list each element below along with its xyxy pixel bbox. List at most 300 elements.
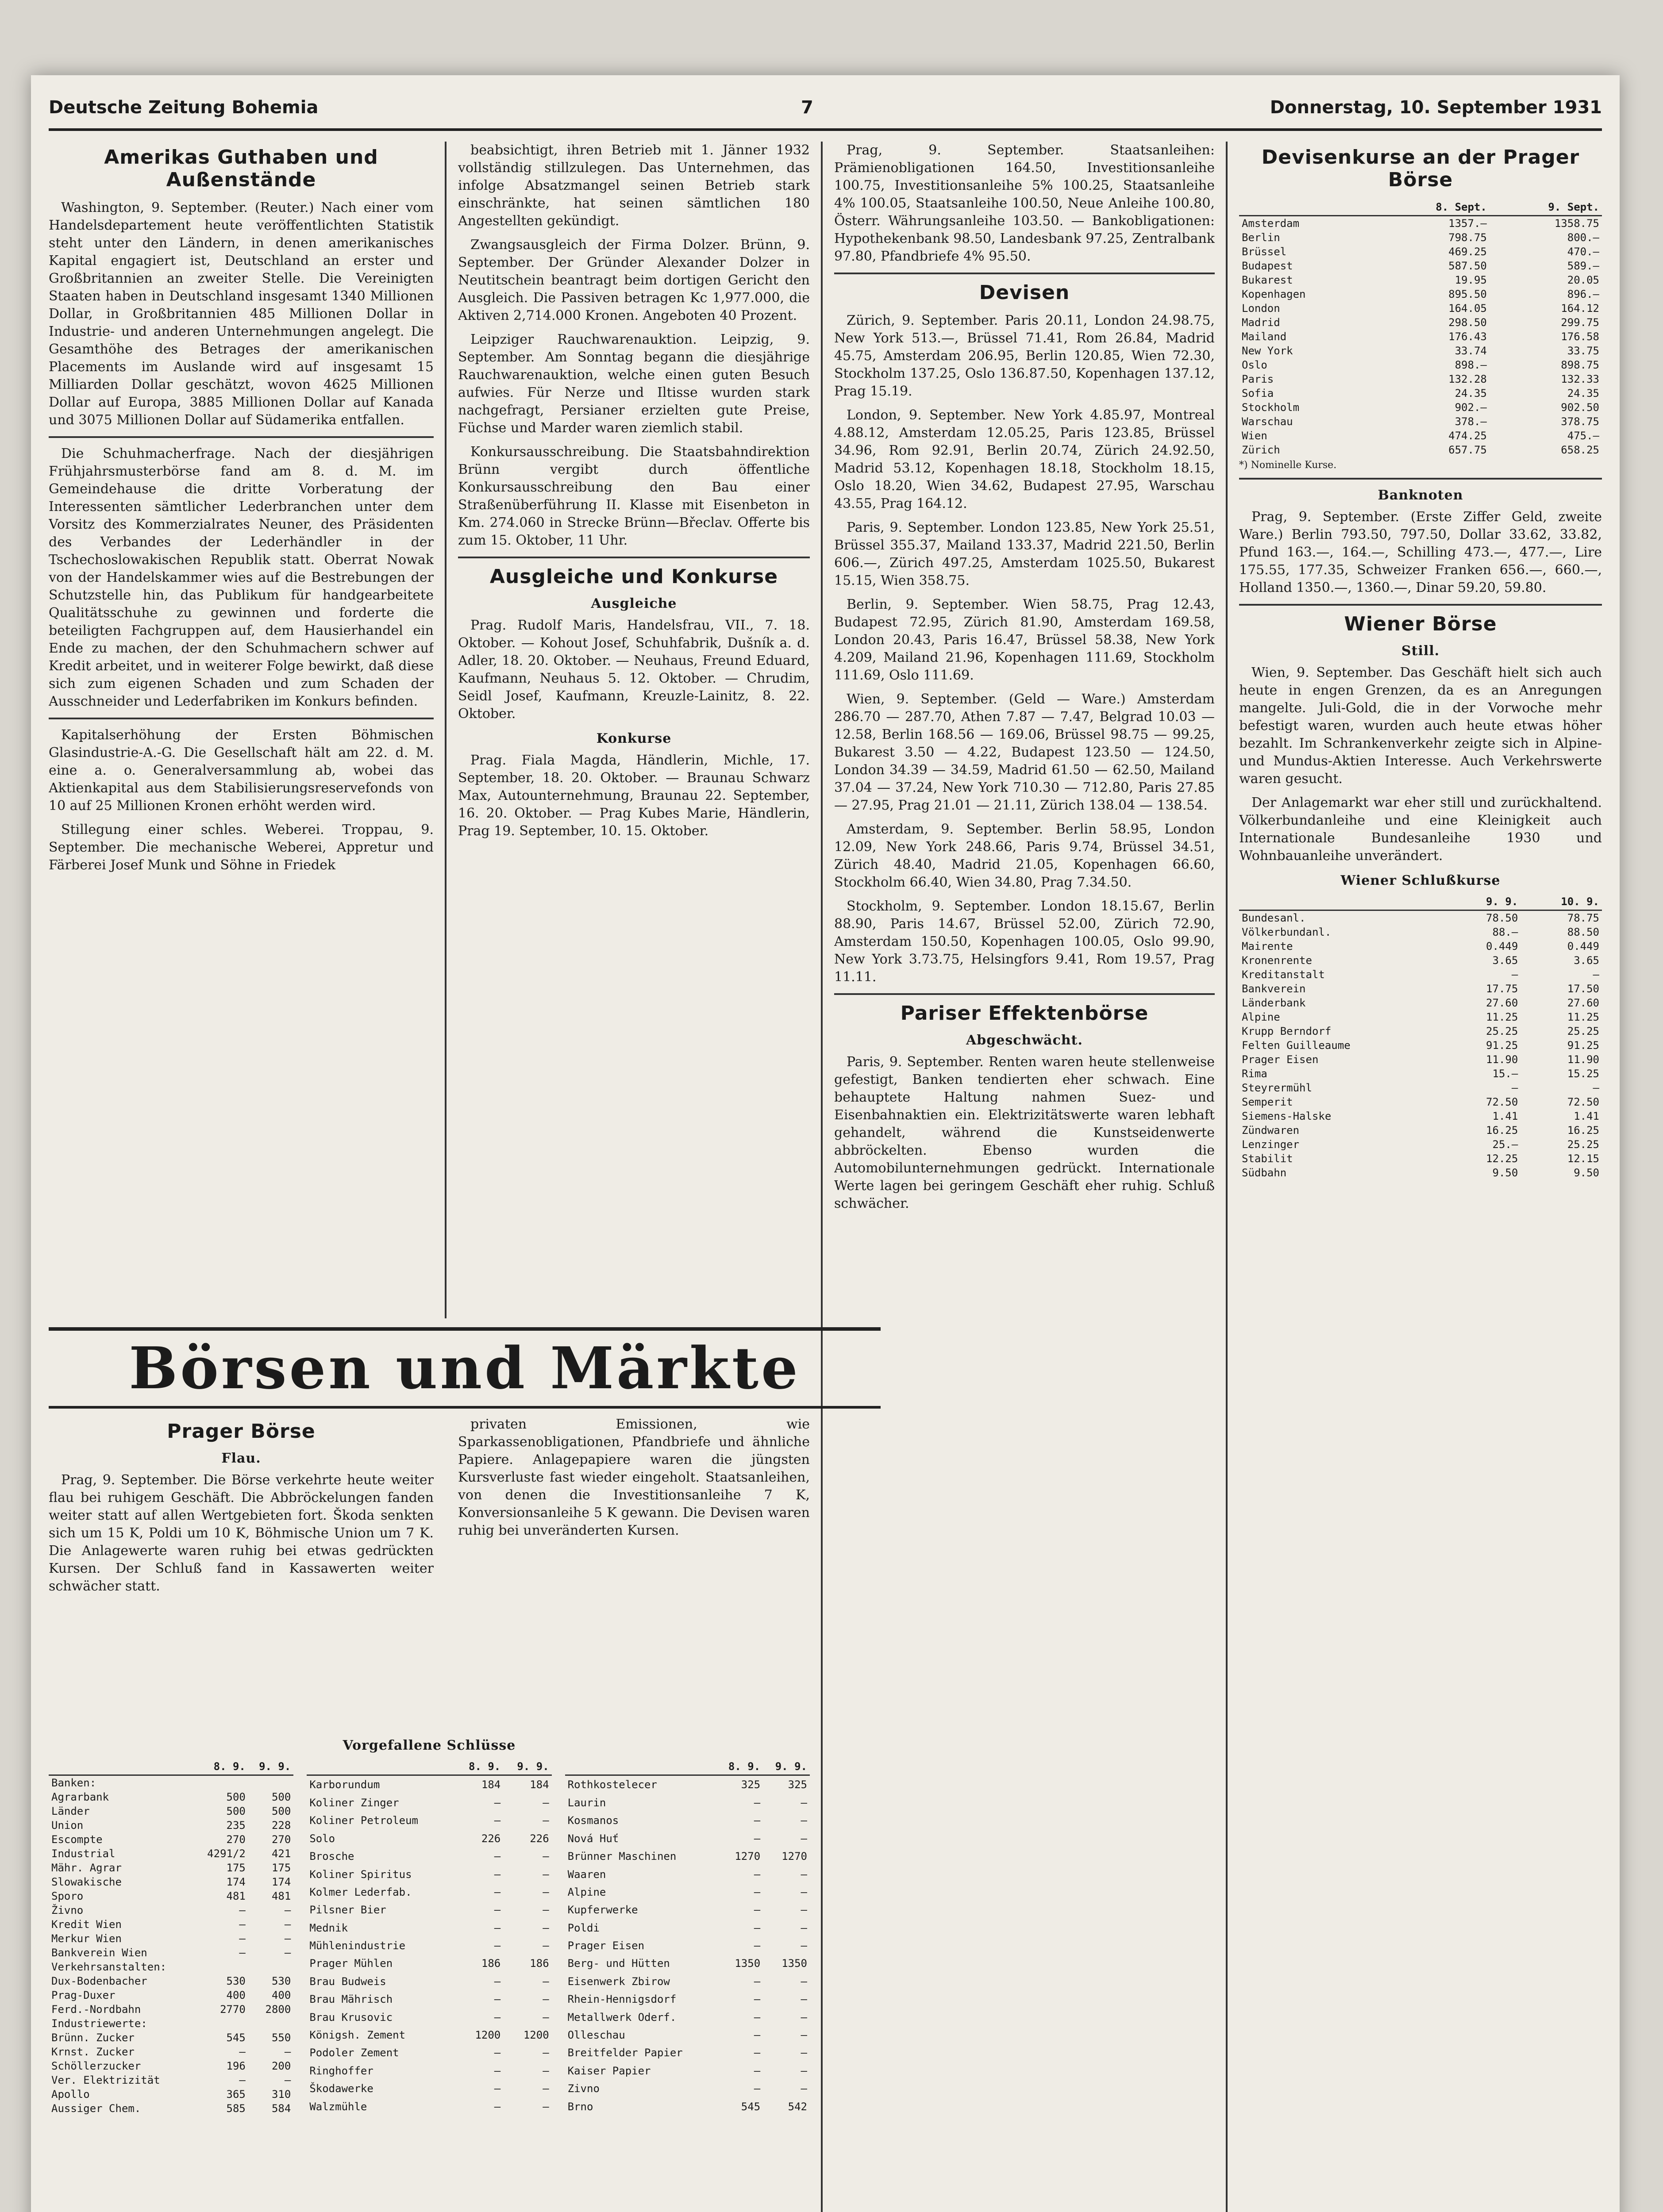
row-value: 3.65 [1492,954,1518,967]
table-row [1239,1137,1602,1152]
table-row [307,2044,551,2062]
table-header: 9. 9. [503,1759,551,1775]
row-label: Madrid [1242,316,1280,329]
table-row [1239,400,1602,415]
row-value: — [494,2047,501,2059]
row-value: 9.50 [1574,1167,1599,1179]
row-value: 25.25 [1486,1025,1518,1037]
row-value: 798.75 [1448,231,1487,244]
row-label: Koliner Zinger [309,1796,399,1809]
row-value: — [543,1975,549,1988]
row-value: 132.28 [1448,373,1487,385]
row-value: — [801,1868,807,1881]
table-row [49,1861,293,1875]
row-value: — [801,2082,807,2095]
table-row [307,1883,551,1901]
table-row [307,1901,551,1919]
table-row [307,1937,551,1955]
row-value: 72.50 [1567,1096,1599,1108]
table-row [307,2026,551,2044]
table-row [307,1775,551,1794]
table-row [307,1794,551,1812]
row-value: — [754,1939,761,1952]
schluesse-columns [49,1759,810,2116]
table-row [1239,273,1602,287]
row-label: Länder [51,1805,90,1817]
row-value: 481 [271,1890,291,1902]
table-row [565,1794,810,1812]
table-row [307,2080,551,2097]
table-row [565,1883,810,1901]
row-label: Prager Eisen [1242,1053,1319,1066]
table-row [307,2062,551,2080]
table-row [1239,982,1602,996]
table-header [1239,199,1377,216]
table-row [49,1903,293,1917]
row-label: Aussiger Chem. [51,2102,141,2115]
row-value: — [543,2100,549,2113]
article-paragraph: Stillegung einer schles. Weberei. Troppau, 9. September. Die mechanische Weberei, Appretur und Färberei Josef Munk und Söhne in Friedek [49,822,434,873]
row-value: 1358.75 [1554,217,1599,230]
row-label: Brau Krusovic [309,2011,393,2024]
table-row [307,1973,551,1990]
article-paragraph: privaten Emissionen, wie Sparkassenobligationen, Pfandbriefe und ähnliche Papiere. Anlagepapiere waren die jüngsten Kursverluste fast wieder eingeholt. Staatsanleihen, von denen die Investitionsanleihe 7 K, Konversionsanleihe 5 K gewann. Die Devisen waren ruhig bei unveränderten Kursen. [458,1417,810,1538]
table-row [565,2080,810,2097]
row-value: — [494,1939,501,1952]
row-label: Bankverein Wien [51,1947,147,1959]
row-label: Völkerbundanl. [1242,926,1332,938]
table-row [49,1832,293,1847]
subsection-heading: Ausgleiche [591,596,677,611]
row-value: 33.74 [1455,345,1487,357]
table-row [1239,330,1602,344]
row-value: — [543,2011,549,2024]
article-paragraph: Konkursausschreibung. Die Staatsbahndirektion Brünn vergibt durch öffentliche Konkursausschreibung den Bau einer Straßenüberführung II. Klasse mit Eisenbeton in Km. 274.060 in Strecke Brünn—Břeclav. Offerte bis zum 15. Oktober, 11 Uhr. [458,444,810,548]
table-row [307,1919,551,1937]
row-value: 17.75 [1486,983,1518,995]
row-label: Brünn. Zucker [51,2032,135,2044]
row-value: 11.90 [1567,1053,1599,1066]
row-value: — [494,1921,501,1934]
row-value: 78.50 [1486,912,1518,924]
row-label: Slowakische [51,1876,122,1888]
row-label: Brau Budweis [309,1975,386,1988]
row-value: 587.50 [1448,260,1487,272]
footnote: *) Nominelle Kurse. [1239,460,1337,471]
row-value: 1.41 [1492,1110,1518,1122]
table-header: 8. 9. [195,1759,248,1775]
row-label: Rima [1242,1068,1267,1080]
table-row [1239,925,1602,939]
row-label: Lenzinger [1242,1138,1300,1151]
table-header: 9. 9. [248,1759,293,1775]
table-row [1239,301,1602,315]
table-header [49,1759,195,1775]
row-value: — [543,1939,549,1952]
table-row [1239,429,1602,443]
section-masthead: Börsen und Märkte [49,1327,881,1409]
row-value: — [543,2082,549,2095]
table-row [1239,443,1602,457]
row-value: — [494,1993,501,2006]
row-value: — [284,1918,291,1931]
table-row [565,1901,810,1919]
row-value: 500 [271,1805,291,1817]
row-value: — [754,2064,761,2077]
row-value: 91.25 [1567,1039,1599,1052]
row-label: Warschau [1242,415,1293,428]
table-row [49,1818,293,1832]
row-label: Berlin [1242,231,1280,244]
column-1 [49,142,434,1318]
table-row [565,1937,810,1955]
row-label: Industrial [51,1847,115,1860]
row-value: 196 [226,2060,246,2072]
row-label: Eisenwerk Zbirow [567,1975,670,1988]
row-value: 175 [226,1862,246,1874]
row-label: Kosmanos [567,1814,619,1827]
article-paragraph: Washington, 9. September. (Reuter.) Nach einer vom Handelsdepartement heute veröffentlichten Statistik steht unter den Ländern, in denen amerikanisches Kapital engagiert ist, Deutschland an erster und Großbritannien an zweiter Stelle. Die Vereinigten Staaten haben in Deutschland insgesamt 1340 Millionen Dollar, in Großbritannien 485 Millionen Dollar in Industrie- und anderen Unternehmungen angelegt. Die Gesamthöhe des Betrages der amerikanischen Placements im Auslande wird auf insgesamt 15 Milliarden Dollar geschätzt, wovon 4625 Millionen Dollar auf Europa, 3885 Millionen Dollar auf Kanada und 3075 Millionen Dollar auf Südamerika entfallen. [49,200,434,428]
row-label: Merkur Wien [51,1932,122,1945]
row-value: — [754,1868,761,1881]
row-label: Mähr. Agrar [51,1862,122,1874]
row-value: 0.449 [1567,940,1599,952]
newspaper-page [31,75,1620,2212]
row-value: 228 [271,1819,291,1832]
row-label: New York [1242,345,1293,357]
row-value: — [494,1975,501,1988]
table-row [49,1988,293,2002]
table-row [1239,1123,1602,1137]
table-row [1239,1038,1602,1052]
row-value: 174 [226,1876,246,1888]
row-label: Apollo [51,2088,90,2101]
section-heading: Devisen [979,281,1070,304]
row-value: 15.25 [1567,1068,1599,1080]
row-value: 1200 [523,2029,549,2042]
row-label: Sofia [1242,387,1274,399]
table-row [307,1955,551,1972]
row-label: Škodawerke [309,2082,373,2095]
row-value: — [754,2082,761,2095]
row-value: — [801,2011,807,2024]
row-label: Brünner Maschinen [567,1850,677,1863]
row-value: — [494,1814,501,1827]
row-value: 378.— [1455,415,1487,428]
row-value: 200 [271,2060,291,2072]
row-value: — [494,1868,501,1881]
article-paragraph: Prag, 9. September. Die Börse verkehrte heute weiter flau bei ruhigem Geschäft. Die Abbröckelungen fanden weiter statt auf allen Wertgebieten fort. Škoda senkten sich um 15 K, Poldi um 10 K, Böhmische Union um 7 K. Die Anlagewerte waren ruhig bei etwas gedrückten Kursen. Der Schluß fand in Kassawerten weiter schwächer statt. [49,1472,434,1594]
row-value: — [239,1947,246,1959]
article-paragraph: Die Schuhmacherfrage. Nach der diesjährigen Frühjahrsmusterbörse fand am 8. d. M. im Gemeindehause die dritte Vorberatung der Interessenten sämtlicher Lederbranchen unter dem Vorsitz des Kommerzialrates Neuner, des Präsidenten des Verbandes der Lederhändler in der Tschechoslowakischen Republik statt. Oberrat Nowak von der Handelskammer wies auf die Bestrebungen der Schutzstelle hin, das Publikum für handgearbeitete Qualitätsschuhe zu gewinnen und forderte die beteiligten Fachgruppen auf, dem Hausierhandel ein Ende zu machen, der den Schuhmachern schwer auf Kredit arbeitet, und in weiterer Folge bewirkt, daß diese sich zum eigenen Schaden und zum Schaden der Ausschneider und Lederfabriken im Konkurs befinden. [49,446,434,709]
table-row [565,2062,810,2080]
row-value: — [239,1904,246,1916]
row-value: 1270 [735,1850,761,1863]
table-row [1239,315,1602,330]
row-value: — [543,1921,549,1934]
row-label: Stabilit [1242,1152,1293,1165]
table-header: 8. 9. [455,1759,503,1775]
row-value: 176.58 [1561,330,1599,343]
row-value: — [494,2011,501,2024]
row-label: Waaren [567,1868,606,1881]
bottom-left [49,1416,434,1725]
row-label: Koliner Spiritus [309,1868,412,1881]
column-4 [1239,142,1602,2212]
row-label: Živno [51,1904,84,1916]
divider [834,993,1215,995]
row-label: Mednik [309,1921,348,1934]
table-row [565,2008,810,2026]
row-value: — [239,2074,246,2086]
row-value: 164.12 [1561,302,1599,315]
table-row [49,1847,293,1861]
row-label: Alpine [567,1886,606,1898]
row-value: 184 [530,1778,549,1791]
table-title: Vorgefallene Schlüsse [343,1738,516,1753]
row-value: 898.— [1455,359,1487,371]
row-label: Kupferwerke [567,1904,638,1916]
subsection-heading: Flau. [221,1451,261,1466]
row-label: Zürich [1242,444,1280,456]
row-value: 530 [226,1975,246,1987]
row-value: 12.25 [1486,1152,1518,1165]
row-value: 186 [481,1957,501,1970]
row-label: Alpine [1242,1011,1280,1023]
row-value: 11.25 [1567,1011,1599,1023]
row-value: — [494,2100,501,2113]
row-label: Verkehrsanstalten: [51,1961,167,1973]
row-value: — [754,2029,761,2042]
row-value [195,1960,248,1974]
table-row [1239,953,1602,968]
section-heading: Pariser Effektenbörse [900,1002,1149,1025]
row-value: 25.— [1492,1138,1518,1151]
running-head-date: Donnerstag, 10. September 1931 [1270,97,1602,118]
row-value: — [801,2064,807,2077]
row-label: Bankverein [1242,983,1306,995]
row-label: Ver. Elektrizität [51,2074,160,2086]
row-value: 132.33 [1561,373,1599,385]
row-value: — [239,2046,246,2058]
row-value: 270 [271,1833,291,1846]
row-value: 325 [788,1778,807,1791]
row-value: — [1511,1082,1518,1094]
table-row [49,1960,293,1974]
table-row [1239,259,1602,273]
article-paragraph: London, 9. September. New York 4.85.97, Montreal 4.88.12, Amsterdam 12.05.25, Paris 123.85, Brüssel 34.96, Rom 92.91, Berlin 20.74, Zürich 24.92.50, Madrid 53.12, Kopenhagen 18.18, Stockholm 18.15, Oslo 18.20, Wien 34.62, Budapest 27.95, Warschau 43.55, Prag 164.12. [834,407,1215,511]
row-label: Sporo [51,1890,84,1902]
row-value: — [284,2074,291,2086]
table-row [49,1790,293,1804]
schluesse-table [565,1759,810,2116]
row-value: — [801,1939,807,1952]
row-value: — [801,1904,807,1916]
subsection-heading: Abgeschwächt. [966,1033,1083,1048]
row-value: 658.25 [1561,444,1599,456]
row-value: 17.50 [1567,983,1599,995]
row-label: Kreditanstalt [1242,968,1325,981]
row-label: Mairente [1242,940,1293,952]
row-value: — [754,2047,761,2059]
row-value: 226 [481,1832,501,1845]
row-label: Nová Huť [567,1832,619,1845]
article-paragraph: Paris, 9. September. London 123.85, New York 25.51, Brüssel 355.37, Mailand 133.37, Madrid 221.50, Berlin 606.—, Zürich 497.25, Amsterdam 1025.50, Bukarest 15.15, Wien 358.75. [834,520,1215,588]
row-label: Länderbank [1242,997,1306,1009]
table-row [307,2097,551,2116]
row-value: — [494,1796,501,1809]
row-value: — [494,2082,501,2095]
row-value: — [543,1886,549,1898]
schluesse-block [49,1730,810,2212]
row-label: Südbahn [1242,1167,1287,1179]
table-row [49,1932,293,1946]
closing-rates-table [1239,894,1602,1180]
row-value: 542 [788,2100,807,2113]
row-label: Escompte [51,1833,103,1846]
row-value: — [494,1850,501,1863]
row-value: 72.50 [1486,1096,1518,1108]
row-label: Breitfelder Papier [567,2047,683,2059]
table-row [49,2087,293,2101]
table-row [307,1830,551,1847]
row-value: 25.25 [1567,1025,1599,1037]
table-row [49,1775,293,1790]
row-value: 657.75 [1448,444,1487,456]
row-value: — [543,1814,549,1827]
row-label: Krnst. Zucker [51,2046,135,2058]
article-paragraph: Amsterdam, 9. September. Berlin 58.95, London 12.09, New York 248.66, Paris 9.74, Brüssel 34.51, Zürich 48.40, Madrid 21.05, Kopenhagen 66.60, Stockholm 66.40, Wien 34.80, Prag 7.34.50. [834,822,1215,890]
table-row [49,2045,293,2059]
article-paragraph: Zürich, 9. September. Paris 20.11, London 24.98.75, New York 513.—, Brüssel 71.41, Rom 26.84, Madrid 45.75, Amsterdam 206.95, Berlin 120.85, Wien 72.30, Stockholm 137.25, Oslo 136.87.50, Kopenhagen 137.12, Prag 15.19. [834,313,1215,399]
table-row [49,1974,293,1988]
row-value: 175 [271,1862,291,1874]
row-value: 1.41 [1574,1110,1599,1122]
row-label: Zivno [567,2082,600,2095]
row-value: 2800 [265,2003,291,2016]
row-label: Walzmühle [309,2100,367,2113]
table-header: 8. 9. [716,1759,763,1775]
row-label: Kolmer Lederfab. [309,1886,412,1898]
row-label: Metallwerk Oderf. [567,2011,677,2024]
table-row [49,2031,293,2045]
devisen-body [1239,216,1602,457]
row-value [248,1775,293,1790]
row-value: 530 [271,1975,291,1987]
table-row [565,1830,810,1847]
row-value: — [754,1975,761,1988]
row-value: 78.75 [1567,912,1599,924]
schluesse-table [49,1759,293,2116]
row-value: 270 [226,1833,246,1846]
row-value: 470.— [1567,246,1599,258]
row-value: — [754,1993,761,2006]
row-value: 16.25 [1486,1124,1518,1137]
row-value: — [494,1904,501,1916]
table-row [1239,1095,1602,1109]
row-label: Karborundum [309,1778,380,1791]
row-value: — [284,1947,291,1959]
table-row [565,1973,810,1990]
table-header: 10. 9. [1521,894,1602,910]
row-label: Rhein-Hennigsdorf [567,1993,677,2006]
article-paragraph: Wien, 9. September. (Geld — Ware.) Amsterdam 286.70 — 287.70, Athen 7.87 — 7.47, Belgrad 10.03 — 12.58, Berlin 168.56 — 169.06, Brüssel 98.75 — 99.25, Bukarest 3.50 — 4.22, Budapest 123.50 — 124.50, London 34.39 — 34.59, Madrid 61.50 — 62.50, Mailand 37.04 — 37.24, New York 710.30 — 712.80, Paris 27.85 — 27.95, Prag 21.01 — 21.11, Zürich 138.04 — 138.54. [834,691,1215,813]
divider [1239,478,1602,480]
row-value: 11.90 [1486,1053,1518,1066]
row-label: Brüssel [1242,246,1287,258]
row-label: Dux-Bodenbacher [51,1975,147,1987]
row-value: — [543,1796,549,1809]
row-value: 24.35 [1455,387,1487,399]
row-value: 365 [226,2088,246,2101]
article-paragraph: Prag, 9. September. (Erste Ziffer Geld, zweite Ware.) Berlin 793.50, 797.50, Dollar 33.62, 33.82, Pfund 163.—, 164.—, Schilling 473.—, 477.—, Lire 175.55, 177.35, Schweizer Franken 656.—, 660.—, Holland 1350.—, 1360.—, Dinar 59.20, 59.80. [1239,509,1602,595]
table-row [565,1865,810,1883]
row-value: — [284,2046,291,2058]
table-row [1239,245,1602,259]
table-row [565,2044,810,2062]
section-heading: Prager Börse [167,1420,316,1443]
row-value: 1350 [781,1957,807,1970]
row-label: Felten Guilleaume [1242,1039,1351,1052]
row-label: Brosche [309,1850,354,1863]
table-row [307,2008,551,2026]
article-paragraph: Leipziger Rauchwarenauktion. Leipzig, 9. September. Am Sonntag begann die diesjährige Rauchwarenauktion, welche einen guten Besuch aufwies. Für Nerze und Iltisse wurden stark nachgefragt, Persianer erzielten gute Preise, Füchse und Marder waren ziemlich stabil. [458,332,810,436]
row-value: 19.95 [1455,274,1487,286]
subsection-heading: Still. [1401,643,1440,659]
row-value: 3.65 [1574,954,1599,967]
table-header: 9. Sept. [1490,199,1602,216]
table-row [49,2016,293,2031]
table-header [1239,894,1451,910]
running-head [49,88,1602,131]
row-value: — [754,1886,761,1898]
row-value: — [284,1904,291,1916]
divider [49,436,434,438]
table-row [49,2073,293,2087]
row-value: — [801,2047,807,2059]
row-value [248,1960,293,1974]
divider [458,557,810,558]
table-row [1239,372,1602,386]
row-value: 1357.— [1448,217,1487,230]
table-row [1239,386,1602,400]
table-row [1239,939,1602,953]
row-label: Bukarest [1242,274,1293,286]
divider [834,273,1215,274]
row-value: — [801,1921,807,1934]
row-value: — [754,1904,761,1916]
article-paragraph: Prag, 9. September. Staatsanleihen: Prämienobligationen 164.50, Investitionsanleihe 100.75, Investitionsanleihe 5% 100.25, Staatsanleihe 4% 100.05, Staatsanleihe 100.50, Neue Anleihe 100.80, Österr. Währungsanleihe 103.50. — Bankobligationen: Hypothekenbank 98.50, Landesbank 97.25, Zentralbank 97.80, Pfandbriefe 4% 95.50. [834,142,1215,264]
row-value: 589.— [1567,260,1599,272]
table-row [1239,1052,1602,1067]
row-value: 545 [226,2032,246,2044]
row-value: — [754,1796,761,1809]
table-row [1239,1081,1602,1095]
row-value: 186 [530,1957,549,1970]
row-value [248,2016,293,2031]
row-value: 474.25 [1448,430,1487,442]
row-label: Mailand [1242,330,1287,343]
row-value: 481 [226,1890,246,1902]
row-label: Industriewerte: [51,2017,147,2030]
row-label: Podoler Zement [309,2047,399,2059]
row-label: Krupp Berndorf [1242,1025,1332,1037]
article-paragraph: Paris, 9. September. Renten waren heute stellenweise gefestigt, Banken tendierten eher schwach. Eine behauptete Haltung nahmen Suez- und Eisenbahnaktien ein. Elektrizitätswerte waren lebhaft gehandelt, während die Kunstseidenwerte abbröckelten. Ebenso wurden die Automobilunternehmungen gedrückt. Internationale Werte lagen bei geringem Geschäft eher ruhig. Schluß schwächer. [834,1054,1215,1211]
row-value: 12.15 [1567,1152,1599,1165]
table-row [307,1990,551,2008]
row-value: 902.— [1455,401,1487,414]
row-label: Poldi [567,1921,600,1934]
